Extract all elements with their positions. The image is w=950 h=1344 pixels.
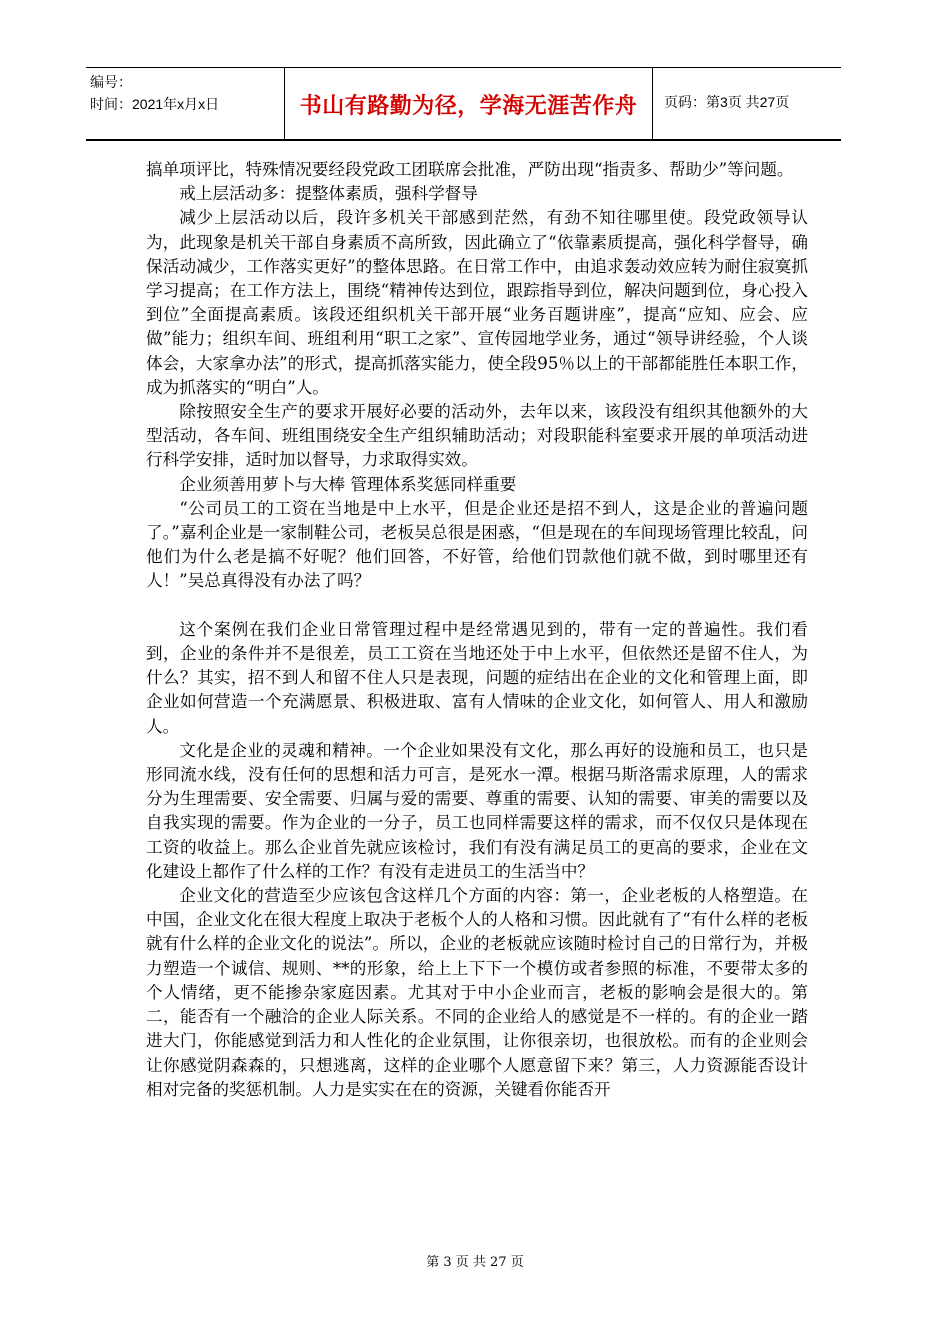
paragraph: 除按照安全生产的要求开展好必要的活动外，去年以来，该段没有组织其他额外的大型活动，各车间、班组围绕安全生产组织辅助活动；对段职能科室要求开展的单项活动进行科学安排，适时加以督导，力求取得实效。 (146, 402, 808, 470)
page-footer: 第 3 页 共 27 页 (426, 1255, 524, 1270)
page-header (86, 67, 841, 141)
paragraph: “公司员工的工资在当地是中上水平，但是企业还是招不到人，这是企业的普遍问题了。”嘉利企业是一家制鞋公司，老板吴总很是困惑，“但是现在的车间现场管理比较乱，问他们为什么老是搞不好呢？他们回答，不好管，给他们罚款他们就不做，到时哪里还有人！”吴总真得没有办法了吗？ (146, 498, 808, 591)
paragraph: 企业文化的营造至少应该包含这样几个方面的内容：第一，企业老板的人格塑造。在中国，企业文化在很大程度上取决于老板个人的人格和习惯。因此就有了“有什么样的老板就有什么样的企业文化的说法”。所以，企业的老板就应该随时检讨自己的日常行为，并极力塑造一个诚信、规则、**的形象，给上上下下一个模仿或者参照的标准，不要带太多的个人情绪，更不能掺杂家庭因素。尤其对于中小企业而言，老板的影响会是很大的。第二，能否有一个融洽的企业人际关系。不同的企业给人的感觉是不一样的。有的企业一踏进大门，你能感觉到活力和人性化的企业氛围，让你很亲切，也很放松。而有的企业则会让你感觉阴森森的，只想逃离，这样的企业哪个人愿意留下来？第三，人力资源能否设计相对完备的奖惩机制。人力是实实在在的资源，关键看你能否开 (146, 886, 808, 1099)
blank-line (146, 594, 808, 618)
header-bottom-rule (86, 139, 841, 141)
section-heading: 戒上层活动多：提整体素质，强科学督导 (179, 184, 478, 204)
document-body (146, 158, 808, 1102)
header-page-info: 页码：第3页 共27页 (664, 94, 790, 110)
number-label: 编号： (90, 74, 132, 90)
header-meta (90, 71, 285, 115)
section-heading: 企业须善用萝卜与大棒 管理体系奖惩同样重要 (179, 474, 517, 494)
paragraph: 这个案例在我们企业日常管理过程中是经常遇见到的，带有一定的普遍性。我们看到，企业的条件并不是很差，员工工资在当地还处于中上水平，但依然还是留不住人，为什么？其实，招不到人和留不住人只是表现，问题的症结出在企业的文化和管理上面，即企业如何营造一个充满愿景、积极进取、富有人情味的企业文化，如何管人、用人和激励人。 (146, 619, 808, 736)
paragraph: 减少上层活动以后，段许多机关干部感到茫然，有劲不知往哪里使。段党政领导认为，此现象是机关干部自身素质不高所致，因此确立了“依靠素质提高，强化科学督导，确保活动减少，工作落实更好”的整体思路。在日常工作中，由追求轰动效应转为耐住寂寞抓学习提高；在工作方法上，围绕“精神传达到位，跟踪指导到位，解决问题到位，身心投入到位”全面提高素质。该段还组织机关干部开展“业务百题讲座”，提高“应知、应会、应做”能力；组织车间、班组利用“职工之家”、宣传园地学业务，通过“领导讲经验，个人谈体会，大家拿办法”的形式，提高抓落实能力，使全段95％以上的干部都能胜任本职工作，成为抓落实的“明白”人。 (146, 208, 808, 397)
header-motto: 书山有路勤为径，学海无涯苦作舟 (299, 93, 638, 118)
paragraph: 搞单项评比，特殊情况要经段党政工团联席会批准，严防出现“指责多、帮助少”等问题。 (146, 160, 794, 179)
header-divider (652, 67, 653, 139)
date-label: 时间：2021年x月x日 (90, 96, 220, 112)
paragraph: 文化是企业的灵魂和精神。一个企业如果没有文化，那么再好的设施和员工，也只是形同流水线，没有任何的思想和活力可言，是死水一潭。根据马斯洛需求原理，人的需求分为生理需要、安全需要、归属与爱的需要、尊重的需要、认知的需要、审美的需要以及自我实现的需要。作为企业的一分子，员工也同样需要这样的需求，而不仅仅只是体现在工资的收益上。那么企业首先就应该检讨，我们有没有满足员工的更高的要求，企业在文化建设上都作了什么样的工作？有没有走进员工的生活当中？ (146, 740, 808, 881)
